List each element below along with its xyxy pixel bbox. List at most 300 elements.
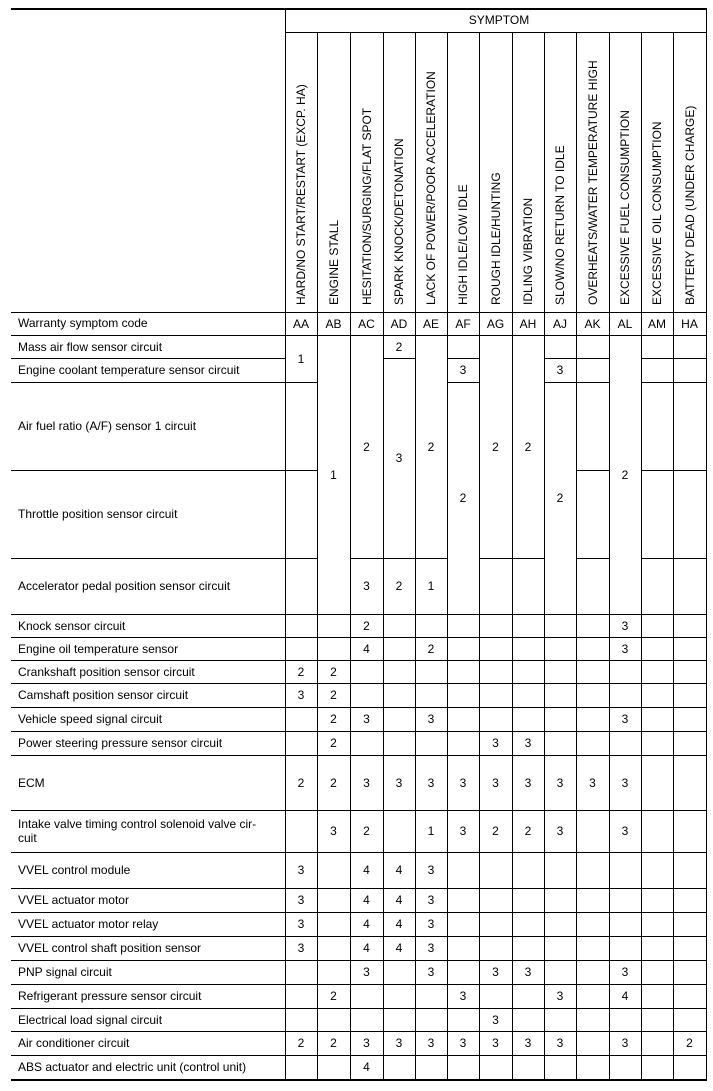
grid-line bbox=[544, 755, 577, 756]
grid-line bbox=[576, 335, 577, 1079]
grid-line bbox=[609, 731, 642, 732]
grid-line bbox=[512, 984, 545, 985]
row-label: Mass air flow sensor circuit bbox=[18, 339, 163, 354]
grid-line bbox=[479, 558, 513, 559]
cell-value: 3 bbox=[427, 1036, 435, 1050]
grid-line bbox=[512, 1031, 545, 1032]
grid-line bbox=[383, 358, 416, 359]
grid-line bbox=[479, 755, 513, 756]
cell-value: 4 bbox=[363, 893, 370, 907]
column-header: SLOW/NO RETURN TO IDLE bbox=[553, 145, 567, 305]
grid-line bbox=[317, 984, 351, 985]
grid-line bbox=[609, 888, 642, 889]
grid-line bbox=[317, 852, 351, 853]
grid-line bbox=[673, 984, 707, 985]
cell-value: 3 bbox=[556, 363, 564, 377]
grid-line bbox=[576, 358, 610, 359]
grid-line bbox=[383, 1008, 416, 1009]
cell-value: 1 bbox=[427, 579, 435, 593]
cell-value: 3 bbox=[395, 1036, 403, 1050]
grid-line bbox=[609, 1008, 642, 1009]
grid-line bbox=[317, 1055, 351, 1056]
row-divider bbox=[11, 912, 285, 913]
row-label: Vehicle speed signal circuit bbox=[18, 712, 163, 726]
grid-line bbox=[641, 335, 642, 1079]
column-header-divider bbox=[641, 32, 642, 335]
row-divider bbox=[11, 810, 285, 811]
cell-value: 2 bbox=[524, 824, 532, 838]
cell-value: 2 bbox=[330, 775, 337, 790]
grid-line bbox=[512, 810, 545, 811]
grid-line bbox=[383, 888, 416, 889]
cell-value: 3 bbox=[524, 965, 532, 979]
grid-line bbox=[512, 1055, 545, 1056]
grid-line bbox=[544, 731, 577, 732]
cell-value: 2 bbox=[330, 664, 337, 679]
grid-line bbox=[383, 614, 416, 615]
cell-value: 2 bbox=[427, 641, 435, 656]
grid-line bbox=[350, 960, 384, 961]
row-label: Camshaft position sensor circuit bbox=[18, 688, 189, 702]
cell-value: 3 bbox=[297, 893, 305, 907]
row-divider bbox=[11, 888, 285, 889]
grid-line bbox=[479, 912, 513, 913]
cell-value: 3 bbox=[395, 451, 403, 465]
grid-line bbox=[285, 1055, 318, 1056]
grid-line bbox=[512, 707, 545, 708]
grid-line bbox=[673, 558, 707, 559]
grid-line bbox=[512, 660, 545, 661]
grid-line bbox=[641, 1055, 674, 1056]
grid-line bbox=[285, 852, 318, 853]
grid-line bbox=[350, 683, 384, 684]
column-header: ROUGH IDLE/HUNTING bbox=[488, 172, 503, 305]
column-header: LACK OF POWER/POOR ACCELERATION bbox=[424, 71, 438, 305]
grid-line bbox=[479, 810, 513, 811]
cell-value: 4 bbox=[395, 893, 403, 907]
grid-line bbox=[447, 614, 480, 615]
cell-value: 1 bbox=[330, 467, 337, 482]
grid-line bbox=[447, 683, 480, 684]
grid-line bbox=[447, 637, 480, 638]
grid-line bbox=[383, 1055, 416, 1056]
grid-line bbox=[317, 731, 351, 732]
grid-line bbox=[383, 755, 416, 756]
grid-line bbox=[576, 1055, 610, 1056]
grid-line bbox=[673, 936, 707, 937]
grid-line bbox=[544, 936, 577, 937]
grid-line bbox=[415, 1055, 448, 1056]
warranty-symptom-code-label: Warranty symptom code bbox=[18, 316, 148, 330]
grid-line bbox=[317, 1031, 351, 1032]
column-header: HIGH IDLE/LOW IDLE bbox=[456, 184, 470, 305]
grid-line bbox=[673, 755, 707, 756]
column-header-divider bbox=[544, 32, 545, 335]
grid-line bbox=[415, 888, 448, 889]
row-divider bbox=[11, 660, 285, 661]
cell-value: 3 bbox=[427, 712, 435, 726]
grid-line bbox=[383, 912, 416, 913]
grid-line bbox=[641, 1031, 674, 1032]
grid-line bbox=[317, 660, 351, 661]
column-header: OVERHEATS/WATER TEMPERATURE HIGH bbox=[585, 60, 600, 305]
cell-value: 3 bbox=[459, 363, 467, 377]
grid-line bbox=[641, 888, 674, 889]
row-label: ABS actuator and electric unit (control unit) bbox=[18, 1060, 247, 1074]
cell-value: 3 bbox=[524, 1036, 532, 1050]
grid-line bbox=[317, 1008, 351, 1009]
cell-value: 3 bbox=[459, 775, 467, 790]
grid-line bbox=[673, 660, 707, 661]
grid-line bbox=[576, 984, 610, 985]
row-label: Engine oil temperature sensor bbox=[18, 641, 179, 656]
grid-line bbox=[383, 683, 416, 684]
cell-value: 2 bbox=[395, 579, 403, 593]
grid-line bbox=[350, 912, 384, 913]
cell-value: 3 bbox=[427, 863, 435, 877]
grid-line bbox=[317, 888, 351, 889]
warranty-code: AF bbox=[455, 317, 471, 331]
grid-line bbox=[447, 810, 480, 811]
column-header: EXCESSIVE OIL CONSUMPTION bbox=[650, 121, 664, 305]
row-label: ECM bbox=[18, 775, 45, 790]
grid-line bbox=[285, 707, 318, 708]
cell-value: 2 bbox=[556, 491, 564, 505]
cell-value: 3 bbox=[621, 712, 629, 726]
column-header: IDLING VIBRATION bbox=[521, 197, 535, 305]
grid-line bbox=[673, 852, 707, 853]
grid-line bbox=[576, 683, 610, 684]
cell-value: 2 bbox=[297, 775, 305, 790]
grid-line bbox=[447, 382, 480, 383]
grid-line bbox=[641, 382, 674, 383]
column-header: HESITATION/SURGING/FLAT SPOT bbox=[359, 107, 374, 305]
row-divider bbox=[11, 1031, 285, 1032]
cell-value: 2 bbox=[330, 736, 337, 750]
cell-value: 3 bbox=[297, 917, 305, 931]
grid-line bbox=[609, 1055, 642, 1056]
grid-line bbox=[447, 912, 480, 913]
row-label: Throttle position sensor circuit bbox=[18, 507, 178, 521]
grid-line bbox=[673, 335, 674, 1079]
row-divider bbox=[11, 1055, 285, 1056]
grid-line bbox=[641, 558, 674, 559]
cell-value: 3 bbox=[297, 863, 305, 877]
grid-line bbox=[447, 960, 480, 961]
warranty-code: AA bbox=[292, 317, 309, 331]
row-divider bbox=[11, 470, 285, 471]
grid-line bbox=[673, 912, 707, 913]
warranty-code: AH bbox=[519, 317, 537, 331]
cell-value: 4 bbox=[363, 641, 370, 656]
grid-line bbox=[641, 960, 674, 961]
grid-line bbox=[576, 614, 610, 615]
cell-value: 3 bbox=[492, 965, 499, 979]
grid-line bbox=[544, 852, 577, 853]
cell-value: 3 bbox=[427, 941, 435, 955]
row-label: Knock sensor circuit bbox=[18, 618, 126, 633]
grid-line bbox=[285, 558, 318, 559]
grid-line bbox=[544, 1031, 577, 1032]
grid-line bbox=[479, 960, 513, 961]
grid-line bbox=[609, 637, 642, 638]
grid-line bbox=[576, 912, 610, 913]
grid-line bbox=[383, 731, 416, 732]
grid-line bbox=[641, 358, 674, 359]
grid-line bbox=[350, 558, 384, 559]
cell-value: 3 bbox=[427, 965, 435, 979]
row-divider bbox=[11, 614, 285, 615]
cell-value: 3 bbox=[556, 1036, 564, 1050]
grid-line bbox=[609, 660, 642, 661]
table-bottom-border bbox=[11, 1079, 707, 1081]
grid-line bbox=[673, 614, 707, 615]
grid-line bbox=[415, 1008, 448, 1009]
grid-line bbox=[544, 984, 577, 985]
grid-line bbox=[673, 1055, 707, 1056]
column-header-divider bbox=[415, 32, 416, 335]
grid-line bbox=[447, 1055, 480, 1056]
grid-line bbox=[641, 1008, 674, 1009]
grid-line bbox=[350, 1031, 384, 1032]
cell-value: 3 bbox=[621, 775, 629, 790]
cell-value: 3 bbox=[330, 824, 337, 838]
grid-line bbox=[479, 984, 513, 985]
grid-line bbox=[673, 888, 707, 889]
cell-value: 1 bbox=[427, 824, 435, 838]
grid-line bbox=[641, 755, 674, 756]
grid-line bbox=[317, 936, 351, 937]
grid-line bbox=[447, 358, 480, 359]
grid-line bbox=[544, 335, 545, 1079]
cell-value: 2 bbox=[330, 712, 337, 726]
cell-value: 2 bbox=[330, 688, 337, 702]
grid-line bbox=[350, 852, 384, 853]
grid-line bbox=[415, 810, 448, 811]
grid-line bbox=[285, 984, 318, 985]
cell-value: 3 bbox=[492, 1036, 499, 1050]
grid-line bbox=[415, 558, 448, 559]
cell-value: 3 bbox=[427, 775, 435, 790]
column-header-divider bbox=[576, 32, 577, 335]
grid-line bbox=[350, 984, 384, 985]
row-label: VVEL actuator motor relay bbox=[18, 917, 159, 931]
cell-value: 4 bbox=[395, 941, 403, 955]
grid-line bbox=[317, 637, 351, 638]
grid-line bbox=[350, 888, 384, 889]
grid-line bbox=[641, 852, 674, 853]
warranty-code: AL bbox=[617, 317, 633, 331]
grid-line bbox=[415, 1031, 448, 1032]
grid-line bbox=[609, 810, 642, 811]
grid-line bbox=[609, 1031, 642, 1032]
grid-line bbox=[512, 731, 545, 732]
grid-line bbox=[285, 1008, 318, 1009]
grid-line bbox=[447, 888, 480, 889]
grid-line bbox=[576, 936, 610, 937]
grid-line bbox=[544, 1055, 577, 1056]
grid-line bbox=[383, 984, 416, 985]
cell-value: 3 bbox=[621, 1036, 629, 1050]
cell-value: 3 bbox=[492, 775, 499, 790]
cell-value: 3 bbox=[395, 775, 403, 790]
grid-line bbox=[641, 936, 674, 937]
grid-line bbox=[447, 755, 480, 756]
grid-line bbox=[285, 912, 318, 913]
column-header-divider bbox=[447, 32, 448, 335]
grid-line bbox=[415, 660, 448, 661]
grid-line bbox=[383, 936, 416, 937]
grid-line bbox=[576, 558, 610, 559]
warranty-code: AE bbox=[422, 317, 439, 331]
grid-line bbox=[544, 358, 577, 359]
grid-line bbox=[317, 614, 351, 615]
row-label: Intake valve timing control solenoid valve cir- cuit bbox=[18, 817, 257, 845]
cell-value: 3 bbox=[363, 1036, 370, 1050]
column-header-divider bbox=[479, 32, 480, 335]
grid-line bbox=[544, 382, 577, 383]
grid-line bbox=[383, 810, 416, 811]
grid-line bbox=[673, 637, 707, 638]
row-label: Refrigerant pressure sensor circuit bbox=[18, 989, 202, 1003]
column-header-divider bbox=[383, 32, 384, 335]
grid-line bbox=[317, 912, 351, 913]
grid-line bbox=[576, 382, 610, 383]
grid-line bbox=[576, 1008, 610, 1009]
grid-line bbox=[285, 1031, 318, 1032]
row-divider bbox=[11, 558, 285, 559]
table-top-border bbox=[11, 8, 707, 10]
column-header-divider bbox=[350, 32, 351, 335]
grid-line bbox=[285, 637, 318, 638]
column-header-divider bbox=[673, 32, 674, 335]
grid-line bbox=[285, 382, 318, 383]
grid-line bbox=[544, 660, 577, 661]
table-right-border bbox=[706, 8, 707, 1079]
grid-line bbox=[544, 683, 577, 684]
cell-value: 3 bbox=[556, 824, 564, 838]
grid-line bbox=[350, 810, 384, 811]
column-header: BATTERY DEAD (UNDER CHARGE) bbox=[682, 105, 697, 305]
cell-value: 4 bbox=[395, 863, 403, 877]
grid-line bbox=[415, 960, 448, 961]
cell-value: 3 bbox=[363, 712, 370, 726]
grid-line bbox=[447, 707, 480, 708]
cell-value: 2 bbox=[621, 467, 629, 482]
grid-line bbox=[317, 755, 351, 756]
grid-line bbox=[641, 614, 674, 615]
cell-value: 2 bbox=[395, 339, 403, 354]
row-divider bbox=[11, 358, 285, 359]
header-bottom-border bbox=[11, 312, 707, 313]
grid-line bbox=[576, 470, 610, 471]
grid-line bbox=[415, 707, 448, 708]
cell-value: 3 bbox=[297, 941, 305, 955]
grid-line bbox=[350, 707, 384, 708]
grid-line bbox=[576, 755, 610, 756]
row-label: Engine coolant temperature sensor circuit bbox=[18, 363, 240, 377]
cell-value: 3 bbox=[556, 989, 564, 1003]
symptom-header-divider bbox=[285, 32, 707, 33]
cell-value: 3 bbox=[297, 688, 305, 702]
cell-value: 3 bbox=[556, 775, 564, 790]
cell-value: 3 bbox=[621, 641, 629, 656]
grid-line bbox=[350, 1055, 384, 1056]
grid-line bbox=[673, 810, 707, 811]
grid-line bbox=[285, 683, 318, 684]
grid-line bbox=[285, 755, 318, 756]
grid-line bbox=[317, 810, 351, 811]
grid-line bbox=[673, 707, 707, 708]
row-divider bbox=[11, 984, 285, 985]
warranty-code: HA bbox=[681, 317, 698, 331]
grid-line bbox=[544, 888, 577, 889]
column-header: ENGINE STALL bbox=[326, 219, 341, 305]
grid-line bbox=[285, 888, 318, 889]
grid-line bbox=[609, 936, 642, 937]
grid-line bbox=[479, 1055, 513, 1056]
grid-line bbox=[317, 683, 351, 684]
code-row-border bbox=[11, 335, 707, 336]
cell-value: 4 bbox=[363, 941, 370, 955]
column-header-divider bbox=[512, 32, 513, 335]
grid-line bbox=[479, 614, 513, 615]
warranty-code: AG bbox=[486, 317, 505, 331]
row-label: VVEL control shaft position sensor bbox=[18, 941, 201, 955]
cell-value: 3 bbox=[492, 736, 499, 750]
grid-line bbox=[415, 637, 448, 638]
cell-value: 3 bbox=[524, 775, 532, 790]
grid-line bbox=[383, 1031, 416, 1032]
grid-line bbox=[415, 936, 448, 937]
grid-line bbox=[447, 984, 480, 985]
warranty-code: AK bbox=[584, 317, 601, 331]
row-divider bbox=[11, 382, 285, 383]
cell-value: 4 bbox=[621, 989, 629, 1003]
row-label: Air fuel ratio (A/F) sensor 1 circuit bbox=[18, 419, 197, 433]
grid-line bbox=[673, 1008, 707, 1009]
cell-value: 2 bbox=[459, 491, 467, 505]
row-divider bbox=[11, 755, 285, 756]
grid-line bbox=[285, 960, 318, 961]
warranty-code: AJ bbox=[552, 317, 567, 331]
grid-line bbox=[317, 707, 351, 708]
grid-line bbox=[479, 888, 513, 889]
grid-line bbox=[415, 852, 448, 853]
grid-line bbox=[576, 1031, 610, 1032]
column-header: EXCESSIVE FUEL CONSUMPTION bbox=[618, 110, 632, 305]
grid-line bbox=[350, 614, 384, 615]
grid-line bbox=[383, 335, 384, 1079]
cell-value: 2 bbox=[297, 1036, 305, 1050]
cell-value: 2 bbox=[524, 439, 532, 454]
row-divider bbox=[11, 707, 285, 708]
grid-line bbox=[576, 731, 610, 732]
grid-line bbox=[641, 731, 674, 732]
grid-line bbox=[609, 960, 642, 961]
column-header-divider bbox=[609, 32, 610, 335]
cell-value: 3 bbox=[363, 775, 370, 790]
grid-line bbox=[350, 637, 384, 638]
row-divider bbox=[11, 683, 285, 684]
grid-line bbox=[479, 852, 513, 853]
grid-line bbox=[447, 660, 480, 661]
grid-line bbox=[415, 614, 448, 615]
grid-line bbox=[512, 614, 545, 615]
row-label: VVEL actuator motor bbox=[18, 893, 129, 907]
grid-line bbox=[609, 683, 642, 684]
grid-line bbox=[512, 683, 545, 684]
